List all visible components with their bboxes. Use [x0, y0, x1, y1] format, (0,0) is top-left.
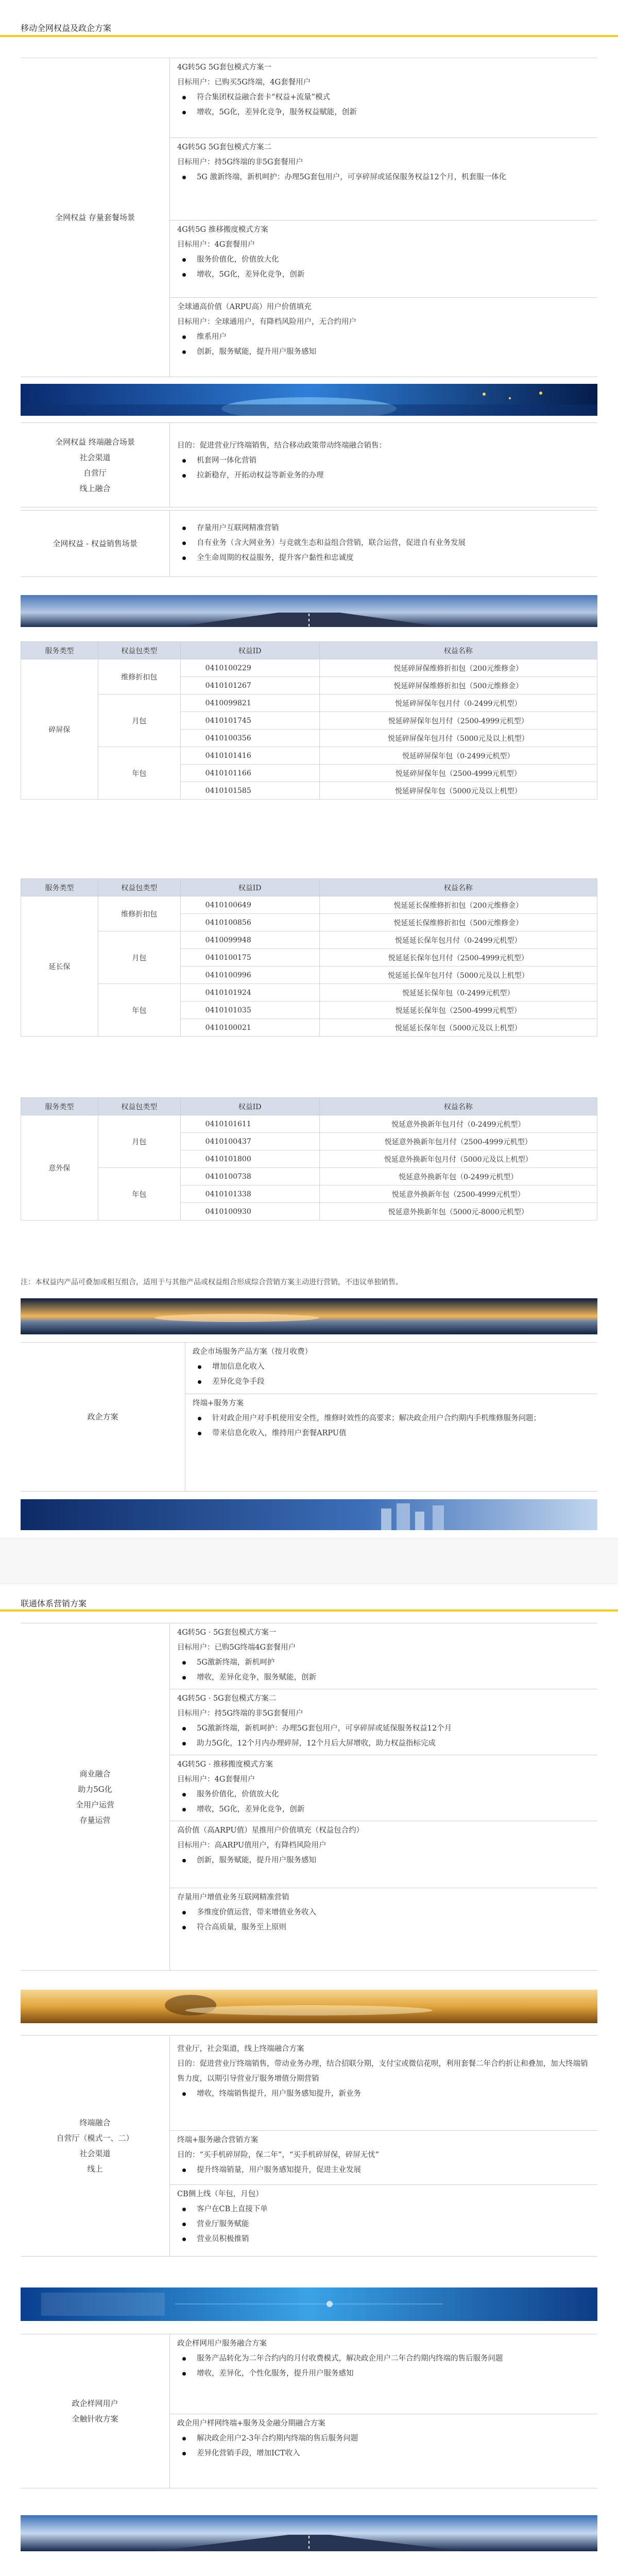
scheme-head: 4G转5G 5G套包模式方案二	[177, 143, 272, 151]
bullet-item: 增收，终端销售提升，用户服务感知提升，新业务	[177, 2087, 590, 2102]
scheme-head: 4G转5G · 5G套包模式方案一	[177, 1629, 277, 1637]
rights-id-cell: 0410101267	[180, 677, 319, 694]
bullet-item: 创新，服务赋能，提升用户服务感知	[177, 1853, 590, 1868]
bullet-item: 增收，5G化，差异化竞争，服务权益赋能，创新	[177, 105, 590, 120]
label-line: 全网权益 终端融合场景	[55, 437, 135, 447]
rights-id-cell: 0410099948	[180, 931, 319, 949]
rights-id-cell: 0410100021	[180, 1019, 319, 1037]
table-row	[21, 1115, 597, 1133]
box-column	[170, 58, 597, 377]
scheme-head: 政企市场服务产品方案（按月收费）	[193, 1348, 312, 1356]
banner-road-graphic	[21, 595, 597, 627]
rights-name-cell: 悦延意外换新年包（0-2499元机型）	[319, 1168, 597, 1185]
table-row	[21, 694, 597, 712]
package-type-cell: 年包	[98, 747, 180, 800]
banner-gold-graphic	[21, 1990, 597, 2023]
banner-blue-graphic	[21, 384, 597, 416]
banner-sky-graphic	[21, 1298, 597, 1334]
package-type-cell: 月包	[98, 694, 180, 747]
banner-image	[21, 2515, 597, 2551]
rights-id-cell: 0410100437	[180, 1133, 319, 1150]
rights-id-cell: 0410101585	[180, 782, 319, 800]
table-header-row	[21, 1098, 597, 1115]
label-line: 商业融合	[79, 1769, 111, 1778]
column-header: 权益名称	[319, 1098, 597, 1115]
table-row	[21, 896, 597, 914]
block-label	[21, 1623, 170, 1970]
rights-name-cell: 悦延延长保年包月付（0-2499元机型）	[319, 931, 597, 949]
label-line: 助力5G化	[78, 1784, 112, 1794]
rights-id-cell: 0410100996	[180, 967, 319, 984]
bullet-item: 增加信息化收入	[193, 1360, 590, 1375]
block-label: 政企方案	[21, 1343, 185, 1491]
block-business-fusion	[21, 1623, 597, 1971]
block-enterprise-network	[21, 2334, 597, 2488]
scheme-target: 目标用户：全球通用户，有降档风险用户，无合约用户	[177, 318, 356, 326]
label-line: 自营厅	[83, 468, 107, 478]
scheme-head: 终端+服务方案	[193, 1399, 244, 1408]
service-type-cell: 意外保	[21, 1115, 98, 1221]
scheme-box	[170, 1888, 597, 1970]
rights-id-cell: 0410100649	[180, 896, 319, 914]
package-type-cell: 年包	[98, 984, 180, 1037]
rights-id-cell: 0410101166	[180, 765, 319, 782]
bullet-item: 增收，5G化，差异化竞争，创新	[177, 267, 590, 282]
bullet-item: 服务产品转化为二年合约内的月付收费模式，解决政企用户二年合约期内终端的售后服务问题	[177, 2351, 590, 2366]
scheme-box	[170, 2036, 597, 2131]
banner-city-graphic	[21, 1499, 597, 1530]
column-header: 权益名称	[319, 879, 597, 896]
rights-name-cell: 悦延延长保年包月付（5000元及以上机型）	[319, 967, 597, 984]
rights-name-cell: 悦延意外换新年包月付（0-2499元机型）	[319, 1115, 597, 1133]
rights-id-cell: 0410099821	[180, 694, 319, 712]
label-line: 全触针收方案	[72, 2414, 118, 2424]
label-line: 线上融合	[79, 483, 111, 493]
bullet-item: 带来信息化收入，维持用户套餐ARPU值	[193, 1426, 590, 1441]
bullet-item: 营业员积极推销	[177, 2232, 590, 2247]
scheme-head: 目的：促进营业厅终端销售，结合移动政策带动终端融合销售：	[177, 442, 386, 450]
column-header: 权益包类型	[98, 642, 180, 659]
banner-image	[21, 384, 597, 416]
scheme-target: 目标用户：4G套餐用户	[177, 241, 255, 249]
rights-name-cell: 悦延意外换新年包（2500-4999元机型）	[319, 1185, 597, 1203]
scheme-target: 目标用户：已购5G终端4G套餐用户	[177, 1643, 296, 1652]
bullet-item: 存量用户互联网精准营销	[177, 521, 590, 536]
rights-id-cell: 0410101611	[180, 1115, 319, 1133]
scheme-target: 目标用户：已购买5G终端，4G套餐用户	[177, 78, 311, 87]
box-column	[170, 2036, 597, 2256]
rights-name-cell: 悦延意外换新年包月付（2500-4999元机型）	[319, 1133, 597, 1150]
label-line: 社会渠道	[79, 2149, 111, 2158]
column-header: 权益包类型	[98, 879, 180, 896]
scheme-head: 存量用户增值业务互联网精准营销	[177, 1893, 289, 1902]
table-row	[21, 747, 597, 765]
scheme-box	[170, 2414, 597, 2488]
label-line: 自营厅（模式一、二）	[56, 2133, 134, 2143]
package-type-cell: 维修折扣包	[98, 659, 180, 694]
rights-name-cell: 悦延碎屏保年包（2500-4999元机型）	[319, 765, 597, 782]
column-header: 权益ID	[180, 642, 319, 659]
bullet-item: 客户在CB上直接下单	[177, 2202, 590, 2217]
rights-name-cell: 悦延碎屏保年包月付（5000元及以上机型）	[319, 730, 597, 747]
footnote: 注：本权益内产品可叠加或相互组合，适用于与其他产品或权益组合形成综合营销方案主动进行营销，不违议单独销售。	[21, 1278, 403, 1286]
rights-table-extend	[21, 878, 597, 1037]
box-column	[170, 511, 597, 577]
banner-road-graphic	[21, 2515, 597, 2551]
table-row	[21, 1168, 597, 1185]
bullet-item: 服务价值化，价值放大化	[177, 1787, 590, 1802]
block-stock-package	[21, 58, 597, 377]
bullet-item: 自有业务（含大网业务）与竞就生态和益组合营销，联合运营，促进自有业务发展	[177, 536, 590, 551]
table-row	[21, 984, 597, 1002]
box-column	[185, 1343, 597, 1491]
rights-name-cell: 悦延延长保年包月付（2500-4999元机型）	[319, 949, 597, 967]
label-line: 线上	[87, 2164, 103, 2174]
bullet-item: 全生命周期的权益服务，提升客户黏性和忠诚度	[177, 551, 590, 566]
bullet-item: 符合集团权益融合套卡“权益+流量”模式	[177, 90, 590, 105]
scheme-box	[170, 221, 597, 298]
table-header-row	[21, 642, 597, 659]
section-title-rule	[0, 1609, 618, 1612]
rights-name-cell: 悦延延长保年包（2500-4999元机型）	[319, 1002, 597, 1019]
scheme-box	[185, 1394, 597, 1491]
scheme-box	[170, 58, 597, 138]
block-terminal-fusion	[21, 422, 597, 507]
label-line: 社会渠道	[79, 452, 111, 462]
rights-id-cell: 0410101035	[180, 1002, 319, 1019]
scheme-head: 4G转5G 推移搬度模式方案	[177, 226, 268, 234]
label-line: 政企样网用户	[72, 2399, 118, 2408]
block-label	[21, 2036, 170, 2256]
bullet-item: 解决政企用户2-3年合约期内终端的售后服务问题	[177, 2431, 590, 2446]
banner-tech-graphic	[21, 2287, 597, 2321]
bullet-item: 增收，差异化竞争，服务赋能，创新	[177, 1670, 590, 1685]
table-header-row	[21, 879, 597, 896]
bullet-item: 服务价值化，价值放大化	[177, 252, 590, 267]
scheme-head: CB侧上线（年包，月包）	[177, 2190, 263, 2198]
bullet-item: 5G 激新终端，新机呵护：办理5G套包用户，可享碎屏或延保服务权益12个月，机套服一体化	[177, 170, 590, 185]
banner-image	[21, 1499, 597, 1530]
scheme-box	[170, 511, 597, 569]
package-type-cell: 月包	[98, 931, 180, 984]
block-label	[21, 423, 170, 507]
scheme-target: 目的：促进营业厅终端销售，带动业务办理，结合招联分期，支付宝或微信花呗，利用套餐二年合约折让和叠加，加大终端销售力度，以期引导营业厅服务增值分期营销	[177, 2060, 588, 2083]
table-row	[21, 931, 597, 949]
rights-name-cell: 悦延碎屏保年包月付（0-2499元机型）	[319, 694, 597, 712]
label-line: 全用户运营	[75, 1800, 114, 1809]
section-title-unicom: 联通体系营销方案	[21, 1599, 87, 1608]
box-column	[170, 1623, 597, 1970]
bullet-item: 机套网一体化营销	[177, 453, 590, 468]
scheme-target: 目标用户：4G套餐用户	[177, 1775, 255, 1784]
box-column	[170, 2334, 597, 2488]
rights-id-cell: 0410101416	[180, 747, 319, 765]
scheme-head: 政企用户样网终端+服务及金融分期融合方案	[177, 2419, 325, 2428]
rights-table-accident	[21, 1097, 597, 1221]
rights-name-cell: 悦延延长保年包（0-2499元机型）	[319, 984, 597, 1002]
rights-name-cell: 悦延碎屏保维修折扣包（200元维修金）	[319, 659, 597, 677]
bullet-item: 助力5G化，12个月内办理碎屏，12个月后大屏增收，助力权益指标完成	[177, 1736, 590, 1751]
column-header: 服务类型	[21, 642, 98, 659]
rights-id-cell: 0410101338	[180, 1185, 319, 1203]
rights-name-cell: 悦延延长保年包（5000元及以上机型）	[319, 1019, 597, 1037]
rights-table-screen	[21, 641, 597, 800]
rights-id-cell: 0410100175	[180, 949, 319, 967]
service-type-cell: 延长保	[21, 896, 98, 1037]
table-row	[21, 659, 597, 677]
bullet-item: 创新，服务赋能，提升用户服务感知	[177, 345, 590, 360]
bullet-item: 符合高质量，服务至上原则	[177, 1920, 590, 1935]
scheme-box	[170, 1755, 597, 1821]
block-label: 全网权益 存量套餐场景	[21, 58, 170, 377]
rights-name-cell: 悦延意外换新年包月付（5000元及以上机型）	[319, 1150, 597, 1168]
scheme-head: 高价值（高ARPU值）星推用户价值填充（权益包合约）	[177, 1826, 364, 1835]
rights-id-cell: 0410100738	[180, 1168, 319, 1185]
block-label: 全网权益 - 权益销售场景	[21, 511, 170, 577]
page-gap	[0, 1538, 618, 1584]
scheme-box	[170, 1689, 597, 1755]
column-header: 权益包类型	[98, 1098, 180, 1115]
banner-image	[21, 2287, 597, 2321]
scheme-box	[170, 1623, 597, 1689]
bullet-item: 针对政企用户对手机使用安全性，维修时效性的高要求；解决政企用户合约期内手机维修服务问题；	[193, 1411, 590, 1426]
bullet-item: 多维度价值运营，带来增值业务收入	[177, 1905, 590, 1920]
scheme-box	[170, 2334, 597, 2414]
block-label	[21, 2334, 170, 2488]
rights-id-cell: 0410100930	[180, 1203, 319, 1221]
section-title-mobile: 移动全网权益及政企方案	[21, 23, 112, 33]
scheme-box	[170, 2185, 597, 2256]
scheme-head: 全球通高价值（ARPU高）用户价值填充	[177, 303, 312, 311]
bullet-item: 差异化竞争手段	[193, 1375, 590, 1389]
box-column	[170, 423, 597, 507]
rights-name-cell: 悦延碎屏保维修折扣包（500元维修金）	[319, 677, 597, 694]
rights-id-cell: 0410101924	[180, 984, 319, 1002]
rights-name-cell: 悦延碎屏保年包月付（2500-4999元机型）	[319, 712, 597, 730]
scheme-target: 目标用户：高ARPU值用户，有降档风险用户	[177, 1841, 327, 1850]
bullet-item: 差异化营销手段，增加ICT收入	[177, 2446, 590, 2461]
scheme-box	[170, 2131, 597, 2185]
column-header: 权益ID	[180, 879, 319, 896]
scheme-box	[185, 1343, 597, 1394]
banner-image	[21, 1298, 597, 1334]
bullet-item: 拉新稳存，开拓动权益等新业务的办理	[177, 468, 590, 483]
block-rights-sale	[21, 510, 597, 577]
section-title-rule	[0, 35, 618, 37]
scheme-head: 政企样网用户服务融合方案	[177, 2340, 267, 2348]
block-enterprise	[21, 1342, 597, 1492]
rights-id-cell: 0410100856	[180, 914, 319, 931]
banner-image	[21, 1990, 597, 2023]
scheme-head: 4G转5G · 5G套包模式方案二	[177, 1694, 277, 1703]
rights-name-cell: 悦延意外换新年包（5000元-8000元机型）	[319, 1203, 597, 1221]
bullet-item: 提升终端销量，用户服务感知提升，促进主业发展	[177, 2163, 590, 2178]
scheme-box	[170, 138, 597, 221]
package-type-cell: 月包	[98, 1115, 180, 1168]
rights-name-cell: 悦延延长保维修折扣包（500元维修金）	[319, 914, 597, 931]
package-type-cell: 维修折扣包	[98, 896, 180, 931]
column-header: 权益名称	[319, 642, 597, 659]
scheme-target: 目标用户：持5G终端的非5G套餐用户	[177, 158, 303, 166]
scheme-box	[170, 1821, 597, 1888]
scheme-head: 4G转5G · 推移搬度模式方案	[177, 1760, 273, 1769]
column-header: 服务类型	[21, 879, 98, 896]
bullet-item: 5G激新终端，新机呵护	[177, 1655, 590, 1670]
scheme-box	[170, 423, 597, 486]
bullet-item: 营业厅服务赋能	[177, 2217, 590, 2232]
column-header: 权益ID	[180, 1098, 319, 1115]
scheme-target: 目标用户：持5G终端的非5G套餐用户	[177, 1709, 303, 1718]
bullet-item: 增收，5G化，差异化竞争，创新	[177, 1802, 590, 1817]
bullet-item: 维系用户	[177, 330, 590, 345]
bullet-item: 5G激新终端，新机呵护：办理5G套包用户，可享碎屏或延保服务权益12个月	[177, 1721, 590, 1736]
scheme-head: 营业厅，社会渠道，线上终端融合方案	[177, 2045, 304, 2053]
label-line: 终端融合	[79, 2118, 111, 2127]
rights-name-cell: 悦延碎屏保年包（5000元及以上机型）	[319, 782, 597, 800]
rights-id-cell: 0410101800	[180, 1150, 319, 1168]
bullet-item: 增收，差异化，个性化服务，提升用户服务感知	[177, 2366, 590, 2381]
scheme-target: 目的：“买手机碎屏险，保二年”，“买手机碎屏保，碎屏无忧”	[177, 2151, 380, 2159]
rights-id-cell: 0410100356	[180, 730, 319, 747]
scheme-head: 终端+服务融合营销方案	[177, 2136, 259, 2144]
package-type-cell: 年包	[98, 1168, 180, 1221]
block-terminal-channel	[21, 2035, 597, 2257]
rights-name-cell: 悦延碎屏保年包（0-2499元机型）	[319, 747, 597, 765]
scheme-box	[170, 298, 597, 377]
scheme-head: 4G转5G 5G套包模式方案一	[177, 63, 272, 72]
rights-name-cell: 悦延延长保维修折扣包（200元维修金）	[319, 896, 597, 914]
rights-id-cell: 0410100229	[180, 659, 319, 677]
rights-id-cell: 0410101745	[180, 712, 319, 730]
column-header: 服务类型	[21, 1098, 98, 1115]
service-type-cell: 碎屏保	[21, 659, 98, 800]
label-line: 存量运营	[79, 1815, 111, 1825]
banner-image	[21, 595, 597, 627]
